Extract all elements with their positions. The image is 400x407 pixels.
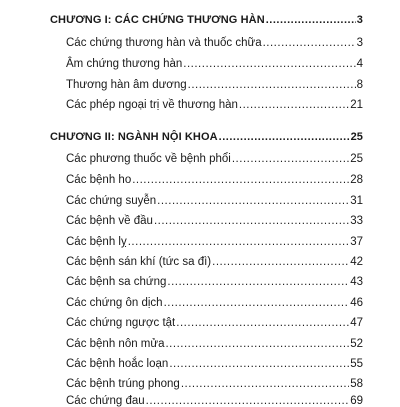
- entry-title: Các chứng đau: [66, 395, 145, 407]
- dot-leader: [154, 215, 349, 227]
- entry-page-number: 42: [350, 256, 363, 268]
- entry-page-number: 21: [350, 99, 363, 111]
- entry-title: Các bệnh trúng phong: [66, 378, 180, 390]
- dot-leader: [128, 236, 349, 248]
- toc-entry: [66, 215, 363, 227]
- dot-leader: [164, 297, 350, 309]
- toc-entry: [66, 79, 363, 91]
- entry-title: Thương hàn âm dương: [66, 79, 187, 91]
- toc-entry: [66, 395, 363, 407]
- entry-page-number: 25: [350, 153, 363, 165]
- chapter-heading: [50, 14, 363, 26]
- entry-page-number: 8: [356, 79, 363, 91]
- entry-page-number: 43: [350, 276, 363, 288]
- dot-leader: [183, 58, 355, 70]
- dot-leader: [212, 256, 349, 268]
- entry-title: Các chứng suyễn: [66, 195, 157, 207]
- chapter-page-number: 25: [350, 131, 363, 143]
- dot-leader: [266, 14, 356, 26]
- dot-leader: [157, 195, 349, 207]
- entry-title: Các bệnh ho: [66, 174, 132, 186]
- entry-page-number: 33: [350, 215, 363, 227]
- toc-entry: [66, 58, 363, 70]
- dot-leader: [176, 317, 349, 329]
- dot-leader: [188, 79, 356, 91]
- dot-leader: [132, 174, 349, 186]
- dot-leader: [167, 276, 349, 288]
- toc-entry: [66, 358, 363, 370]
- entry-page-number: 3: [356, 37, 363, 49]
- entry-page-number: 31: [350, 195, 363, 207]
- dot-leader: [181, 378, 349, 390]
- entry-page-number: 47: [350, 317, 363, 329]
- dot-leader: [169, 358, 349, 370]
- entry-page-number: 55: [350, 358, 363, 370]
- entry-title: Các bệnh nôn mửa: [66, 338, 165, 350]
- toc-entry: [66, 37, 363, 49]
- toc-entry: [66, 338, 363, 350]
- entry-title: Các bệnh lỵ: [66, 236, 127, 248]
- dot-leader: [146, 395, 350, 407]
- entry-page-number: 69: [350, 395, 363, 407]
- chapter-page-number: 3: [356, 14, 363, 26]
- entry-title: Các bệnh sán khí (tức sa đì): [66, 256, 212, 268]
- dot-leader: [263, 37, 356, 49]
- toc-entry: [66, 276, 363, 288]
- toc-entry: [66, 236, 363, 248]
- entry-title: Các chứng ngược tật: [66, 317, 176, 329]
- toc-entry: [66, 317, 363, 329]
- entry-title: Các bệnh hoắc loạn: [66, 358, 169, 370]
- entry-page-number: 58: [350, 378, 363, 390]
- toc-entry: [66, 378, 363, 390]
- entry-title: Âm chứng thương hàn: [66, 58, 183, 70]
- toc-entry: [66, 99, 363, 111]
- dot-leader: [165, 338, 349, 350]
- dot-leader: [239, 99, 349, 111]
- entry-title: Các chứng thương hàn và thuốc chữa: [66, 37, 262, 49]
- toc-entry: [66, 297, 363, 309]
- entry-page-number: 4: [356, 58, 363, 70]
- dot-leader: [219, 131, 350, 143]
- entry-title: Các phép ngoại trị về thương hàn: [66, 99, 238, 111]
- toc-entry: [66, 195, 363, 207]
- entry-page-number: 28: [350, 174, 363, 186]
- entry-title: Các bệnh về đầu: [66, 215, 153, 227]
- toc-entry: [66, 256, 363, 268]
- entry-title: Các phương thuốc về bệnh phổi: [66, 153, 231, 165]
- dot-leader: [232, 153, 349, 165]
- chapter-heading: [50, 131, 363, 143]
- toc-entry: [66, 174, 363, 186]
- entry-page-number: 37: [350, 236, 363, 248]
- entry-page-number: 52: [350, 338, 363, 350]
- chapter-title: CHƯƠNG I: CÁC CHỨNG THƯƠNG HÀN: [50, 14, 265, 26]
- toc-entry: [66, 153, 363, 165]
- entry-page-number: 46: [350, 297, 363, 309]
- entry-title: Các bệnh sa chứng: [66, 276, 167, 288]
- chapter-title: CHƯƠNG II: NGÀNH NỘI KHOA: [50, 131, 218, 143]
- entry-title: Các chứng ôn dịch: [66, 297, 163, 309]
